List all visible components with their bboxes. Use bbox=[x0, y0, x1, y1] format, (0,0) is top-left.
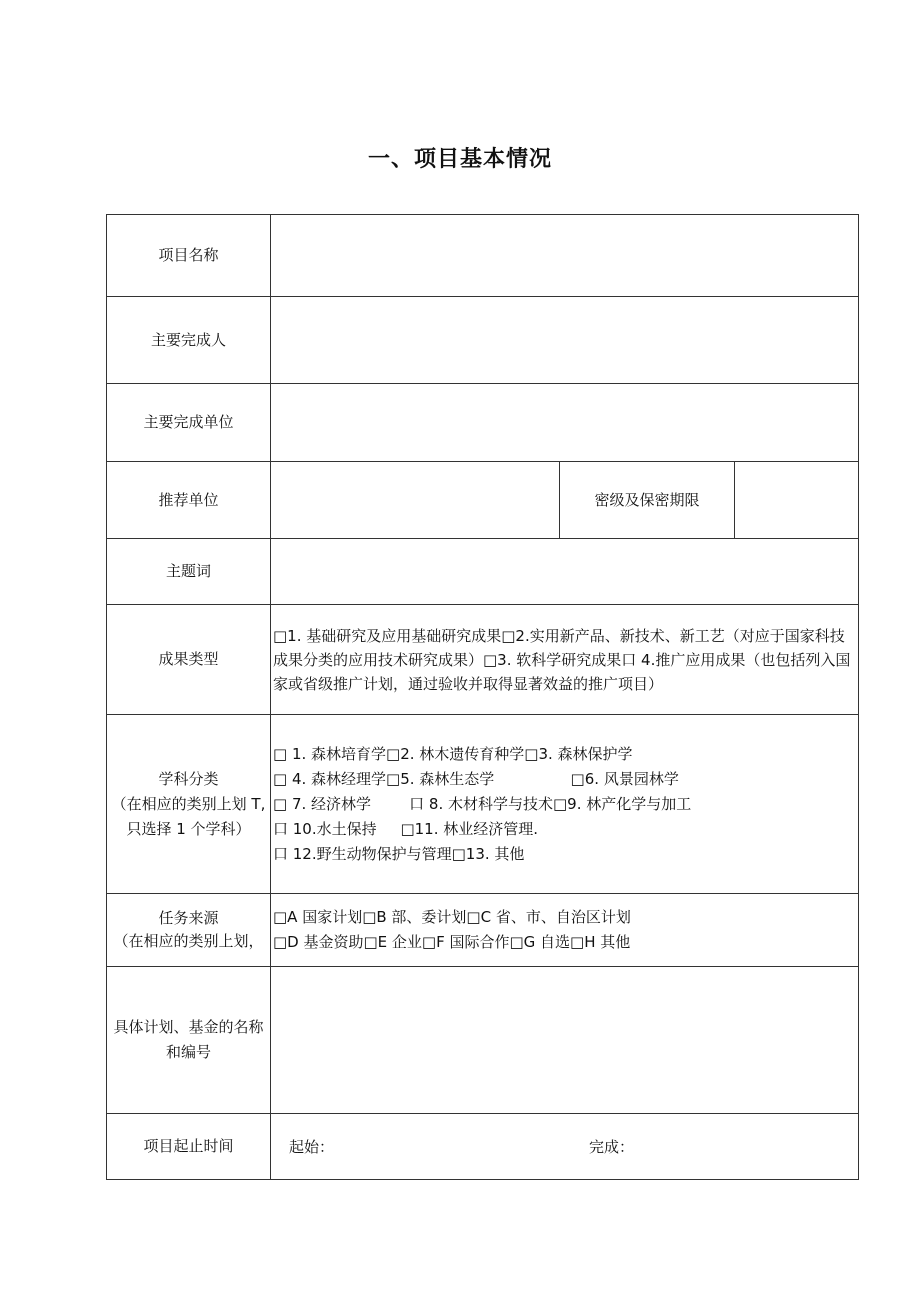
main-contributors-label: 主要完成人 bbox=[107, 297, 271, 384]
task-source-label-title: 任务来源 bbox=[158, 909, 219, 927]
plan-fund-label: 具体计划、基金的名称和编号 bbox=[107, 967, 271, 1114]
recommender-field[interactable] bbox=[271, 462, 560, 539]
discipline-label-note: （在相应的类别上划 T, 只选择 1 个学科） bbox=[111, 794, 266, 838]
task-source-label bbox=[107, 894, 271, 967]
keywords-label: 主题词 bbox=[107, 539, 271, 605]
row-task-source bbox=[107, 894, 859, 967]
result-type-text[interactable]: □1. 基础研究及应用基础研究成果□2.实用新产品、新技术、新工艺（对应于国家科技成果分类的应用技术研究成果）□3. 软科学研究成果口 4.推广应用成果（也包括列入国家或省级推广计划，通过验收并取得显著效益的推广项目） bbox=[273, 626, 851, 693]
task-source-options[interactable] bbox=[271, 894, 859, 967]
main-contributors-field[interactable] bbox=[271, 297, 859, 384]
discipline-label bbox=[107, 715, 271, 894]
row-main-contributors bbox=[107, 297, 859, 384]
row-project-name bbox=[107, 215, 859, 297]
task-source-option-line[interactable]: □A 国家计划□B 部、委计划□C 省、市、自治区计划 bbox=[273, 908, 631, 926]
duration-fields bbox=[271, 1114, 859, 1180]
project-info-table bbox=[106, 214, 859, 1180]
row-duration bbox=[107, 1114, 859, 1180]
end-date-label: 完成： bbox=[589, 1138, 635, 1156]
project-name-field[interactable] bbox=[271, 215, 859, 297]
page-title: 一、项目基本情况 bbox=[367, 147, 552, 172]
row-plan-fund bbox=[107, 967, 859, 1114]
recommender-label: 推荐单位 bbox=[107, 462, 271, 539]
main-units-field[interactable] bbox=[271, 384, 859, 462]
row-keywords bbox=[107, 539, 859, 605]
row-discipline bbox=[107, 715, 859, 894]
discipline-option-line[interactable]: □ 7. 经济林学 口 8. 木材科学与技术□9. 林产化学与加工 bbox=[273, 794, 692, 813]
discipline-option-line[interactable]: □ 4. 森林经理学□5. 森林生态学 □6. 风景园林学 bbox=[273, 769, 679, 788]
task-source-label-note: （在相应的类别上划， bbox=[113, 932, 264, 950]
row-main-units bbox=[107, 384, 859, 462]
main-units-label: 主要完成单位 bbox=[107, 384, 271, 462]
task-source-option-line[interactable]: □D 基金资助□E 企业□F 国际合作□G 自选□H 其他 bbox=[273, 933, 631, 951]
secret-level-label: 密级及保密期限 bbox=[560, 462, 735, 539]
start-date-label: 起始： bbox=[289, 1138, 335, 1156]
row-result-type bbox=[107, 605, 859, 715]
discipline-options[interactable] bbox=[271, 715, 859, 894]
plan-fund-field[interactable] bbox=[271, 967, 859, 1114]
discipline-option-line[interactable]: 口 10.水土保持 □11. 林业经济管理. bbox=[273, 819, 539, 838]
row-recommender bbox=[107, 462, 859, 539]
result-type-label: 成果类型 bbox=[107, 605, 271, 715]
discipline-option-line[interactable]: □ 1. 森林培育学□2. 林木遗传育种学□3. 森林保护学 bbox=[273, 744, 633, 763]
duration-label: 项目起止时间 bbox=[107, 1114, 271, 1180]
result-type-options[interactable] bbox=[271, 605, 859, 715]
secret-level-field[interactable] bbox=[735, 462, 859, 539]
discipline-option-line[interactable]: 口 12.野生动物保护与管理□13. 其他 bbox=[273, 844, 525, 863]
discipline-label-title: 学科分类 bbox=[158, 769, 219, 788]
keywords-field[interactable] bbox=[271, 539, 859, 605]
project-name-label: 项目名称 bbox=[107, 215, 271, 297]
